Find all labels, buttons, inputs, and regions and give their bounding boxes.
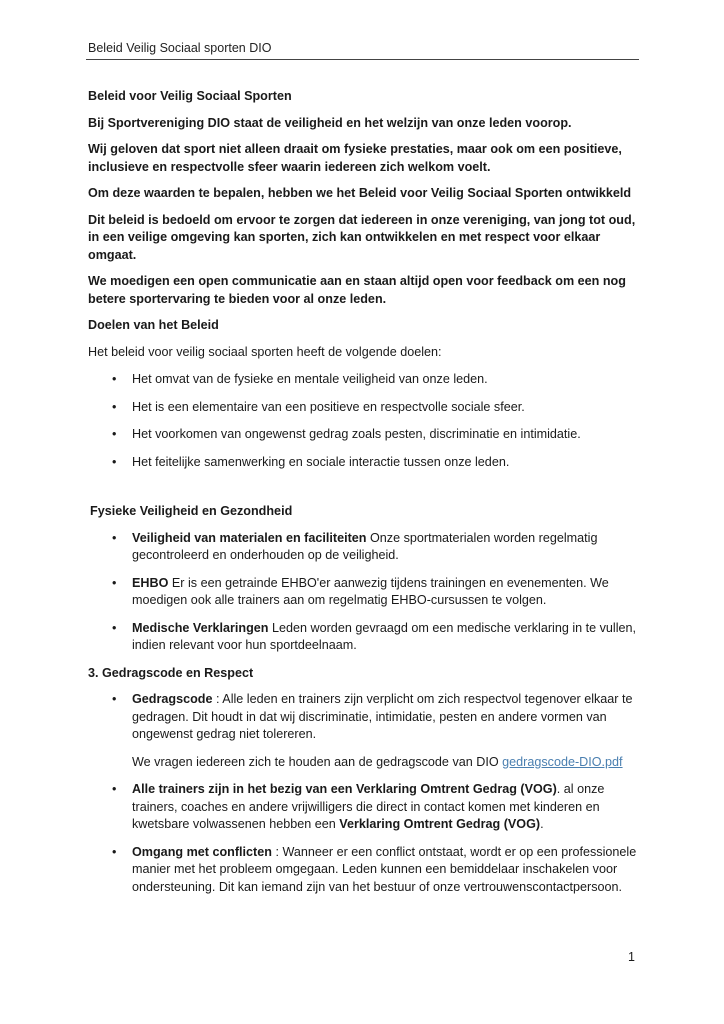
list-item: • Het is een elementaire van een positieve en respectvolle sociale sfeer. [88,399,644,417]
list-item: • Gedragscode : Alle leden en trainers zijn verplicht om zich respectvol tegenover elkaar te gedragen. Dit houdt in dat wij discriminatie, intimidatie, pesten en andere vormen van ongewenst gedrag niet tolereren. We vragen iedereen zich te houden aan de gedragscode van DIO gedragscode-DIO.pdf [88,691,644,771]
conduct-reference: We vragen iedereen zich te houden aan de gedragscode van DIO gedragscode-DIO.pdf [132,754,623,769]
goals-lead: Het beleid voor veilig sociaal sporten heeft de volgende doelen: [88,344,442,359]
safety-heading: Fysieke Veiligheid en Gezondheid [90,504,293,518]
bullet-icon: • [112,427,117,441]
list-item: • Alle trainers zijn in het bezig van een Verklaring Omtrent Gedrag (VOG). al onze trainers, coaches en andere vrijwilligers die direct in contact komen met kinderen en kwetsbare volwassenen hebben een Verklaring Omtrent Gedrag (VOG). [112,782,605,831]
list-item: • Medische Verklaringen Leden worden gevraagd om een medische verklaring in te vullen, indien relevant voor hun sportdeelnaam. [112,620,637,652]
document-body [88,88,644,906]
intro-paragraph-4: Dit beleid is bedoeld om ervoor te zorgen dat iedereen in onze vereniging, van jong tot oud, in een veilige omgeving kan sporten, zich kan ontwikkelen en met respect voor elkaar omgaat. [88,212,636,262]
list-item: • Omgang met conflicten : Wanneer er een conflict ontstaat, wordt er op een professionele manier met het probleem omgegaan. Leden kunnen een bemiddelaar inschakelen voor ondersteuning. Dit kan iemand zijn van het bestuur of onze vertrouwenscontactpersoon. [112,844,637,894]
bullet-icon: • [112,399,117,414]
page-number: 1 [628,950,635,964]
bullet-icon: • [112,692,117,706]
intro-paragraph-5: We moedigen een open communicatie aan en staan altijd open voor feedback om een nog betere sportervaring te bieden voor al onze leden. [88,274,626,306]
intro-paragraph-1: Bij Sportvereniging DIO staat de veiligheid en het welzijn van onze leden voorop. [88,115,572,130]
list-item: • Veiligheid van materialen en faciliteiten Onze sportmaterialen worden regelmatig gecontroleerd en onderhouden op de veiligheid. [112,530,598,562]
gedragscode-link[interactable]: gedragscode-DIO.pdf [502,754,623,769]
goals-list [88,371,644,471]
list-item: • Het voorkomen van ongewenst gedrag zoals pesten, discriminatie en intimidatie. [88,426,644,444]
safety-list [88,530,644,655]
bullet-icon: • [112,530,117,545]
bullet-icon: • [112,782,117,796]
bullet-icon: • [112,454,117,469]
list-item: • Het feitelijke samenwerking en sociale interactie tussen onze leden. [88,454,644,472]
list-item: • EHBO Er is een getrainde EHBO'er aanwezig tijdens trainingen en evenementen. We moedigen ook alle trainers aan om regelmatig EHBO-cursussen te volgen. [112,575,609,607]
page-header: Beleid Veilig Sociaal sporten DIO [88,41,272,55]
conduct-list [88,691,644,896]
list-item: • Het omvat van de fysieke en mentale veiligheid van onze leden. [88,371,644,389]
bullet-icon: • [112,372,117,386]
bullet-icon: • [112,620,117,635]
intro-paragraph-3: Om deze waarden te bepalen, hebben we het Beleid voor Veilig Sociaal Sporten ontwikkeld [88,186,632,200]
intro-paragraph-2: Wij geloven dat sport niet alleen draait om fysieke prestaties, maar ook om een positieve, inclusieve en respectvolle sfeer waarin iedereen zich welkom voelt. [88,142,622,174]
header-divider [86,59,639,60]
document-title: Beleid voor Veilig Sociaal Sporten [88,89,292,103]
bullet-icon: • [112,575,117,590]
conduct-heading: 3. Gedragscode en Respect [88,665,254,680]
goals-heading: Doelen van het Beleid [88,318,219,332]
bullet-icon: • [112,844,117,859]
